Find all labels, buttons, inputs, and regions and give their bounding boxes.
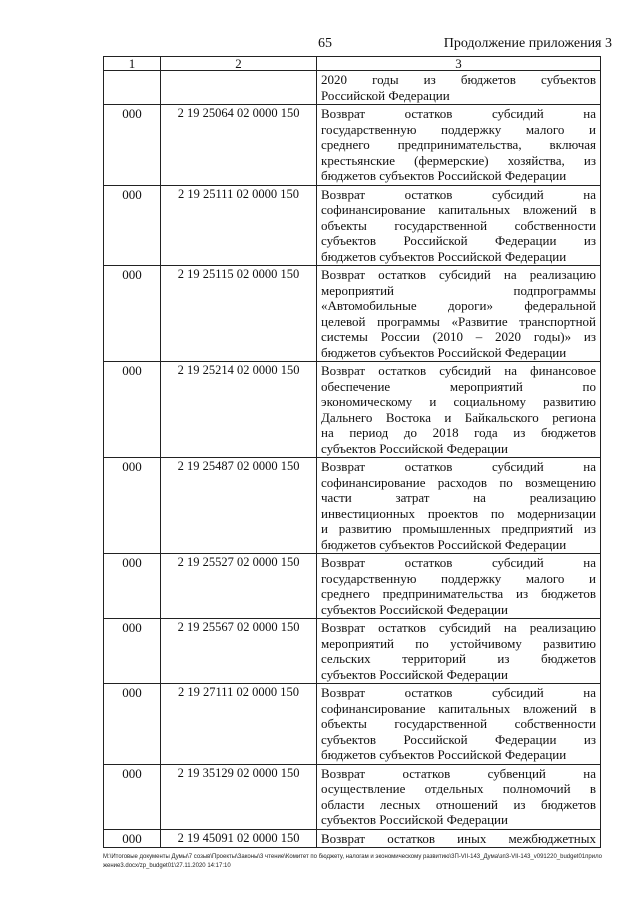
admin-code-cell: 000 (104, 829, 161, 848)
budget-code-cell: 2 19 25567 02 0000 150 (161, 619, 317, 684)
description-line: объекты государственной собственности (321, 217, 596, 233)
description-line: субъектов Российской Федерации (321, 601, 508, 617)
admin-code-cell: 000 (104, 554, 161, 619)
table-row (104, 764, 601, 829)
description-cell (317, 266, 601, 362)
description-line: Возврат остатков субсидий на финансовое (321, 363, 596, 378)
description-line: бюджетов субъектов Российской Федерации (321, 248, 567, 264)
admin-code-cell: 000 (104, 266, 161, 362)
table-row (104, 684, 601, 765)
budget-code-cell (161, 71, 317, 105)
description-line: на период до 2018 года из бюджетов (321, 425, 596, 440)
column-header-3: 3 (317, 57, 601, 71)
table-row (104, 266, 601, 362)
description-cell (317, 185, 601, 266)
description-line: среднего предпринимательства из бюджетов (321, 586, 596, 601)
table-row (104, 619, 601, 684)
description-line: целевой программы «Развитие транспортной (321, 313, 596, 329)
budget-code-cell: 2 19 25115 02 0000 150 (161, 266, 317, 362)
description-line: экономическому и социальному развитию (321, 394, 596, 409)
budget-code-cell: 2 19 25527 02 0000 150 (161, 554, 317, 619)
description-cell (317, 684, 601, 765)
description-line: субъектов Российской Федерации (321, 812, 508, 827)
description-cell (317, 458, 601, 554)
budget-code-cell: 2 19 35129 02 0000 150 (161, 764, 317, 829)
description-line: софинансирование капитальных вложений в (321, 700, 596, 716)
description-line: Дальнего Востока и Байкальского региона (321, 409, 596, 425)
description-line: крестьянские (фермерские) хозяйства, из (321, 152, 596, 168)
table-header-row (104, 57, 601, 71)
description-line: Возврат остатков субсидий на реализацию (321, 620, 596, 635)
admin-code-cell: 000 (104, 105, 161, 186)
description-line: обеспечение мероприятий по (321, 378, 596, 394)
description-line: сельских территорий из бюджетов (321, 651, 596, 666)
description-line: части затрат на реализацию (321, 490, 596, 505)
description-line: объекты государственной собственности (321, 716, 596, 731)
description-line: осуществление отдельных полномочий в (321, 781, 596, 796)
description-line: «Автомобильные дороги» федеральной (321, 298, 596, 313)
description-line: Возврат остатков субсидий на (321, 106, 596, 121)
description-line: мероприятий по устойчивому развитию (321, 635, 596, 651)
description-line: государственную поддержку малого и (321, 121, 596, 137)
admin-code-cell: 000 (104, 764, 161, 829)
description-line: бюджетов субъектов Российской Федерации (321, 747, 567, 762)
admin-code-cell: 000 (104, 619, 161, 684)
description-line: среднего предпринимательства, включая (321, 137, 596, 152)
table-row (104, 554, 601, 619)
table-row (104, 71, 601, 105)
description-cell (317, 619, 601, 684)
description-line: мероприятий подпрограммы (321, 282, 596, 298)
column-header-2: 2 (161, 57, 317, 71)
description-line: софинансирование капитальных вложений в (321, 202, 596, 217)
description-line: бюджетов субъектов Российской Федерации (321, 344, 567, 360)
table-body (104, 71, 601, 848)
description-line: области лесных отношений из бюджетов (321, 796, 596, 812)
budget-code-cell: 2 19 25214 02 0000 150 (161, 362, 317, 458)
description-line: Возврат остатков иных межбюджетных (321, 830, 596, 846)
table-row (104, 362, 601, 458)
description-line: субъектов Российской Федерации из (321, 233, 596, 248)
budget-code-cell: 2 19 27111 02 0000 150 (161, 684, 317, 765)
admin-code-cell: 000 (104, 362, 161, 458)
budget-code-cell: 2 19 45091 02 0000 150 (161, 829, 317, 848)
description-line: Российской Федерации (321, 87, 450, 103)
admin-code-cell (104, 71, 161, 105)
description-line: бюджетов субъектов Российской Федерации (321, 536, 567, 552)
budget-codes-table (103, 56, 601, 848)
description-cell (317, 554, 601, 619)
description-line: субъектов Российской Федерации (321, 440, 508, 456)
description-cell (317, 764, 601, 829)
continuation-note: Продолжение приложения 3 (443, 36, 612, 51)
description-line: Возврат остатков субсидий на (321, 685, 596, 700)
description-line: софинансирование расходов по возмещению (321, 474, 596, 490)
description-cell (317, 105, 601, 186)
admin-code-cell: 000 (104, 458, 161, 554)
description-line: Возврат остатков субсидий на (321, 186, 596, 202)
description-line: 2020 годы из бюджетов субъектов (321, 72, 596, 87)
admin-code-cell: 000 (104, 684, 161, 765)
description-line: Возврат остатков субсидий на (321, 555, 596, 570)
file-path-footer: M:\Итоговые документы Думы\7 созыв\Проекты\Законы\3 чтение\Комитет по бюджету, налогам и экономическому развитию\3П-VII-143_Дума\зп3-VII-143_v091220_budget01приложение3.docx/zp_budget01\27.11.2020 14:17:10 (103, 854, 602, 869)
table-row (104, 458, 601, 554)
description-line: субъектов Российской Федерации (321, 666, 508, 682)
description-line: Возврат остатков субсидий на реализацию (321, 267, 596, 282)
admin-code-cell: 000 (104, 185, 161, 266)
budget-code-cell: 2 19 25487 02 0000 150 (161, 458, 317, 554)
table-row (104, 185, 601, 266)
description-line: системы России (2010 – 2020 годы)» из (321, 329, 596, 344)
table-row (104, 105, 601, 186)
description-cell (317, 829, 601, 848)
description-line: субъектов Российской Федерации из (321, 731, 596, 747)
description-line: и развитию промышленных предприятий из (321, 521, 596, 536)
description-line: Возврат остатков субсидий на (321, 459, 596, 474)
description-line: бюджетов субъектов Российской Федерации (321, 168, 567, 183)
budget-code-cell: 2 19 25111 02 0000 150 (161, 185, 317, 266)
description-line: Возврат остатков субвенций на (321, 765, 596, 781)
column-header-1: 1 (104, 57, 161, 71)
description-cell (317, 362, 601, 458)
budget-code-cell: 2 19 25064 02 0000 150 (161, 105, 317, 186)
page-number: 65 (318, 36, 332, 51)
description-cell (317, 71, 601, 105)
description-line: инвестиционных проектов по модернизации (321, 505, 596, 521)
description-line: государственную поддержку малого и (321, 570, 596, 586)
table-row (104, 829, 601, 848)
